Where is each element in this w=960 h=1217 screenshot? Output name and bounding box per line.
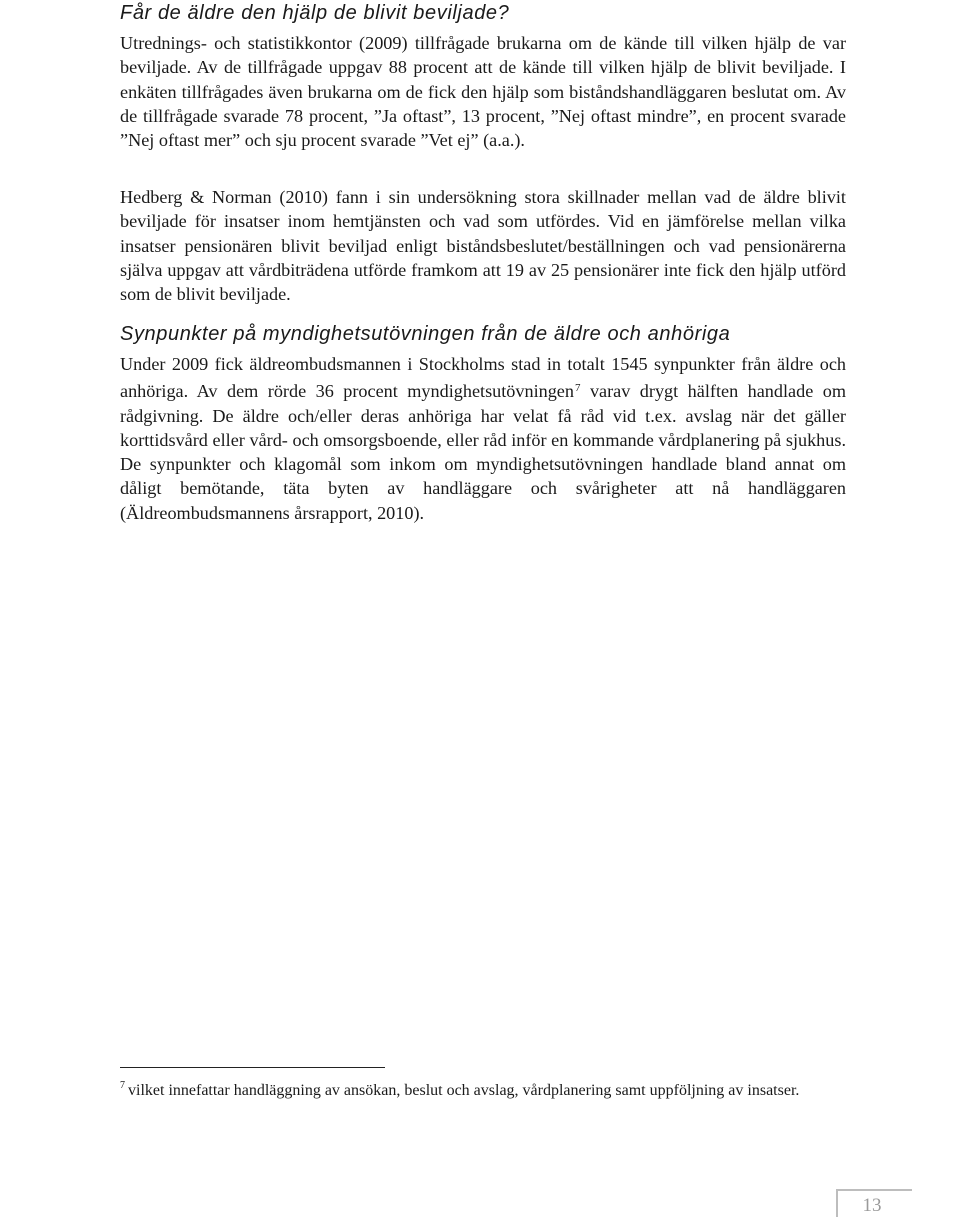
section-heading-help-granted: Får de äldre den hjälp de blivit beviljade? [120,2,510,24]
paragraph-hedberg-norman: Hedberg & Norman (2010) fann i sin undersökning stora skillnader mellan vad de äldre blivit beviljade för insatser inom hemtjänsten och vad som utfördes. Vid en jämförelse mellan vilka insatser pensionären blivit beviljad enligt biståndsbeslutet/beställningen och vad pensionärerna själva uppgav att vårdbiträdena utförde framkom att 19 av 25 pensionärer inte fick den hjälp utförd som de blivit beviljade. [120,187,846,305]
page-number: 13 [862,1195,882,1216]
paragraph-text-start: Under 2009 fick äldreombudsmannen i Stockholms stad in totalt 1545 synpunkter från äldre och anhöriga. Av dem rörde 36 procent myndighetsutövningen [120,354,846,402]
paragraph-text-end: varav drygt hälften handlade om rådgivning. De äldre och/eller deras anhöriga har velat få råd vid t.ex. avslag när det gäller korttidsvård eller vård- och omsorgsboende, eller råd inför en kommande vårdplanering på sjukhus. De synpunkter och klagomål som inkom om myndighetsutövningen handlade bland annat om dåligt bemötande, täta byten av handläggare och svårigheter att nå handläggaren (Äldreombudsmannens årsrapport, 2010). [120,381,846,523]
footnote [120,1075,846,1102]
paragraph-survey-results: Utrednings- och statistikkontor (2009) tillfrågade brukarna om de kände till vilken hjälp de var beviljade. Av de tillfrågade uppgav 88 procent att de kände till vilken hjälp de blivit beviljade. I enkäten tillfrågades även brukarna om de fick den hjälp som biståndshandläggaren beslutat om. Av de tillfrågade svarade 78 procent, ”Ja oftast”, 13 procent, ”Nej oftast mindre”, en procent svarade ”Nej oftast mer” och sju procent svarade ”Vet ej” (a.a.). [120,33,846,151]
section-heading-complaints: Synpunkter på myndighetsutövningen från de äldre och anhöriga [120,323,731,345]
footnote-text: vilket innefattar handläggning av ansökan, beslut och avslag, vårdplanering samt uppföljning av insatser. [128,1082,800,1099]
footnote-number: 7 [120,1080,125,1091]
footnote-reference: 7 [574,382,581,395]
paragraph-ombudsman-complaints [120,352,846,525]
footnote-divider [120,1067,385,1068]
